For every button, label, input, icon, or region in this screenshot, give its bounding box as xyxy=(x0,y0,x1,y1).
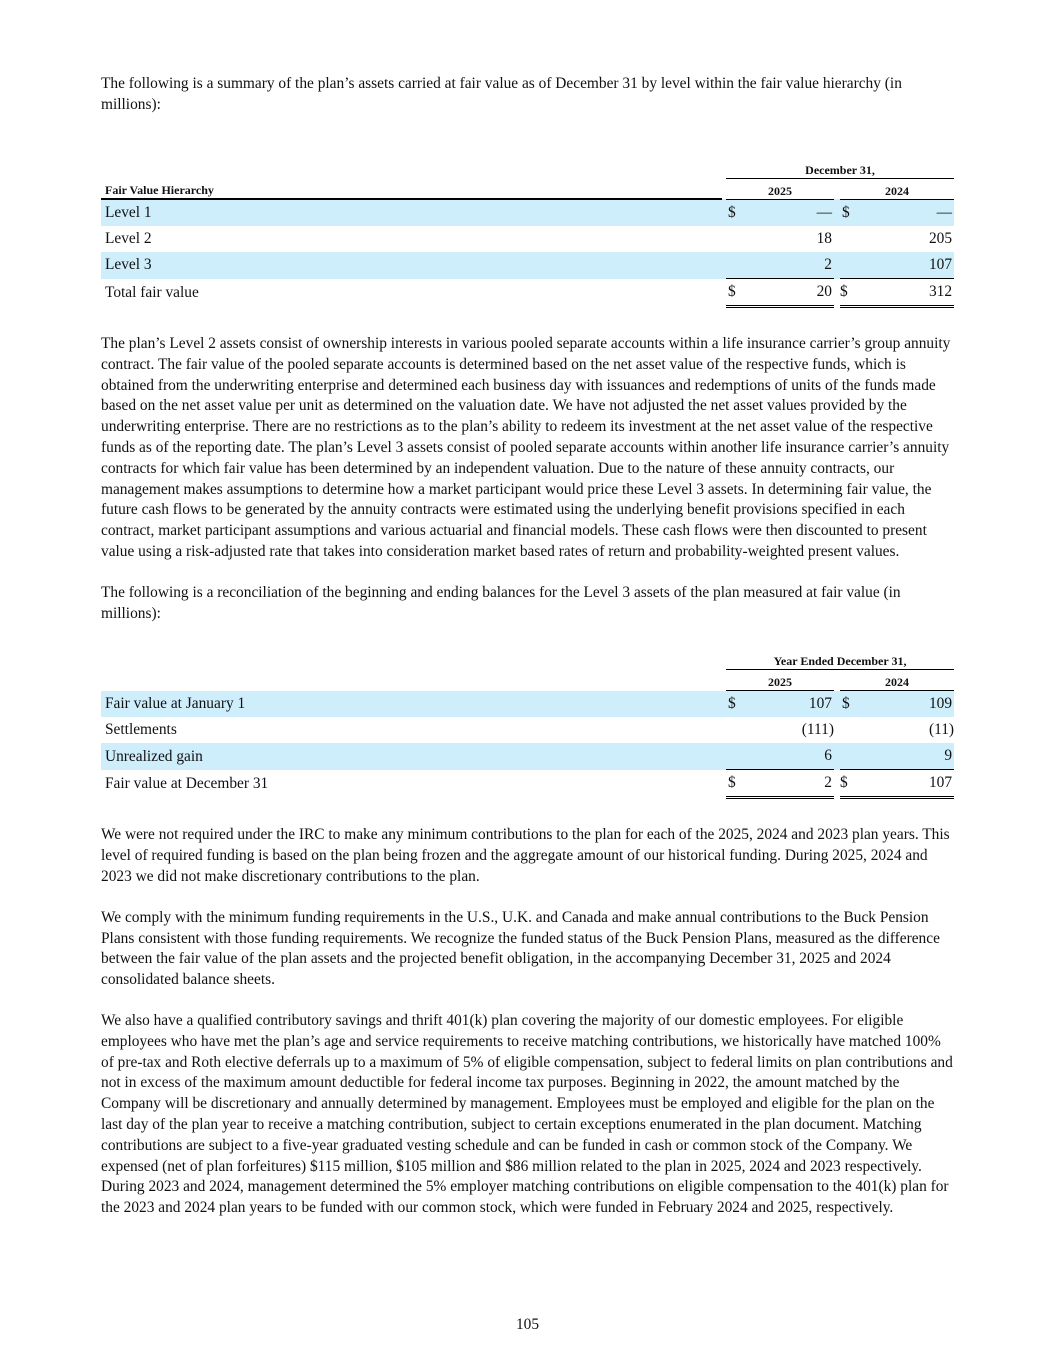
value-2024: — xyxy=(862,199,954,226)
currency-symbol xyxy=(840,717,862,743)
row-label: Level 1 xyxy=(101,199,722,226)
buck-pension-paragraph: We comply with the minimum funding requirements in the U.S., U.K. and Canada and make annual contributions to the Buck Pension Plans consistent with those funding requirements. We recognize the funded status of the Buck Pension Plans, measured as the difference between the fair value of the plan assets and the projected benefit obligation, in the accompanying December 31, 2025 and 2024 consolidated balance sheets. xyxy=(101,908,940,989)
value-2024: 9 xyxy=(862,743,954,770)
currency-symbol xyxy=(840,252,862,279)
table2-col-2024: 2024 xyxy=(840,670,954,691)
value-2025: 107 xyxy=(748,691,834,718)
currency-symbol xyxy=(726,717,748,743)
table-row xyxy=(101,252,954,279)
value-2024: (11) xyxy=(928,721,955,739)
spacer xyxy=(101,116,954,160)
spacer xyxy=(101,624,954,651)
table2-group-header: Year Ended December 31, xyxy=(726,651,954,670)
table-row xyxy=(101,691,954,718)
value-2024: 109 xyxy=(862,691,954,718)
spacer xyxy=(101,991,954,1011)
currency-symbol: $ xyxy=(726,691,748,718)
table-row xyxy=(101,199,954,226)
value-2024: 107 xyxy=(862,770,954,798)
row-label: Level 2 xyxy=(105,230,152,248)
value-2025: 2 xyxy=(748,252,834,279)
currency-symbol: $ xyxy=(726,199,748,226)
currency-symbol: $ xyxy=(840,691,862,718)
table-row xyxy=(101,226,954,252)
table1-label-header: Fair Value Hierarchy xyxy=(101,178,722,199)
fair-value-hierarchy-table xyxy=(101,160,954,309)
level3-reconciliation-table xyxy=(101,651,954,799)
spacer xyxy=(101,308,954,334)
table-row-total xyxy=(101,770,954,798)
level2-assets-paragraph: The plan’s Level 2 assets consist of ownership interests in various pooled separate accounts within a life insurance carrier’s group annuity contract. The fair value of the pooled separate accounts is determined based on the net asset value of the respective funds, which is obtained from the underwriting enterprise and determined each business day with issuances and redemptions of units of the funds made based on the net asset value per unit as determined on the valuation date. We have not adjusted the net asset values provided by the underwriting enterprise. There are no restrictions as to the plan’s ability to redeem its investment at the net asset value of the respective funds as of the reporting date. The plan’s Level 3 assets consist of pooled separate accounts within another life insurance carrier’s annuity contracts for which fair value has been determined by an independent valuation. Due to the nature of these annuity contracts, our management makes assumptions to determine how a market participant would price these Level 3 assets. In determining fair value, the future cash flows to be generated by the annuity contracts were estimated using the underlying benefit provisions specified in each contract, market participant assumptions and various actuarial and financial models. These cash flows were then discounted to present value using a risk-adjusted rate that takes into consideration market based rates of return and probability-weighted present values. xyxy=(101,335,951,561)
currency-symbol xyxy=(840,226,862,252)
currency-symbol: $ xyxy=(726,279,748,307)
table-row xyxy=(101,717,954,743)
value-2025: — xyxy=(748,199,834,226)
document-page xyxy=(101,74,954,1219)
row-label: Unrealized gain xyxy=(101,743,722,770)
irc-contributions-paragraph: We were not required under the IRC to make any minimum contributions to the plan for each of the 2025, 2024 and 2023 plan years. This level of required funding is based on the plan being frozen and the aggregate amount of our historical funding. During 2025, 2024 and 2023 we did not make discretionary contributions to the plan. xyxy=(101,826,950,886)
row-label: Fair value at January 1 xyxy=(101,691,722,718)
value-2025: 6 xyxy=(748,743,834,770)
row-label: Fair value at December 31 xyxy=(105,774,269,792)
table1-group-header: December 31, xyxy=(726,160,954,179)
currency-symbol xyxy=(726,226,748,252)
currency-symbol: $ xyxy=(726,770,748,798)
intro-fair-value-summary: The following is a summary of the plan’s assets carried at fair value as of December 31 by level within the fair value hierarchy (in millions): xyxy=(101,75,902,113)
row-label: Level 3 xyxy=(101,252,722,279)
value-2025: 2 xyxy=(748,770,834,798)
currency-symbol xyxy=(840,743,862,770)
table1-col-2025: 2025 xyxy=(726,178,834,199)
page-number: 105 xyxy=(515,1316,540,1333)
spacer xyxy=(101,799,954,825)
table2-label-header xyxy=(101,670,722,691)
currency-symbol: $ xyxy=(840,279,862,307)
spacer xyxy=(101,888,954,908)
value-2025: (111) xyxy=(801,721,834,739)
row-label: Total fair value xyxy=(105,283,199,301)
table1-col-2024: 2024 xyxy=(840,178,954,199)
value-2025: 18 xyxy=(816,230,832,248)
intro-reconciliation: The following is a reconciliation of the beginning and ending balances for the Level 3 assets of the plan measured at fair value (in millions): xyxy=(101,583,901,622)
spacer xyxy=(101,563,954,583)
currency-symbol: $ xyxy=(840,770,862,798)
table2-col-2025: 2025 xyxy=(726,670,834,691)
table-row-total xyxy=(101,279,954,307)
currency-symbol xyxy=(726,252,748,279)
savings-401k-paragraph: We also have a qualified contributory savings and thrift 401(k) plan covering the majority of our domestic employees. For eligible employees who have met the plan’s age and service requirements to receive matching contributions, we historically have matched 100% of pre-tax and Roth elective deferrals up to a maximum of 5% of eligible compensation, subject to federal limits on plan contributions and not in excess of the maximum amount deductible for federal income tax purposes. Beginning in 2022, the amount matched by the Company will be discretionary and annually determined by management. Employees must be employed and eligible for the plan on the last day of the plan year to receive a matching contribution, subject to certain exceptions enumerated in the plan document. Matching contributions are subject to a five-year graduated vesting schedule and can be funded in cash or common stock of the Company. We expensed (net of plan forfeitures) $115 million, $105 million and $86 million related to the plan in 2025, 2024 and 2023 respectively. During 2023 and 2024, management determined the 5% employer matching contributions on eligible compensation to the 401(k) plan for the 2023 and 2024 plan years to be funded with our common stock, which were funded in February 2024 and 2025, respectively. xyxy=(101,1012,953,1217)
currency-symbol xyxy=(726,743,748,770)
value-2024: 107 xyxy=(862,252,954,279)
value-2024: 312 xyxy=(862,279,954,307)
value-2024: 205 xyxy=(928,230,953,248)
currency-symbol: $ xyxy=(840,199,862,226)
table-row xyxy=(101,743,954,770)
row-label: Settlements xyxy=(105,721,177,739)
value-2025: 20 xyxy=(748,279,834,307)
